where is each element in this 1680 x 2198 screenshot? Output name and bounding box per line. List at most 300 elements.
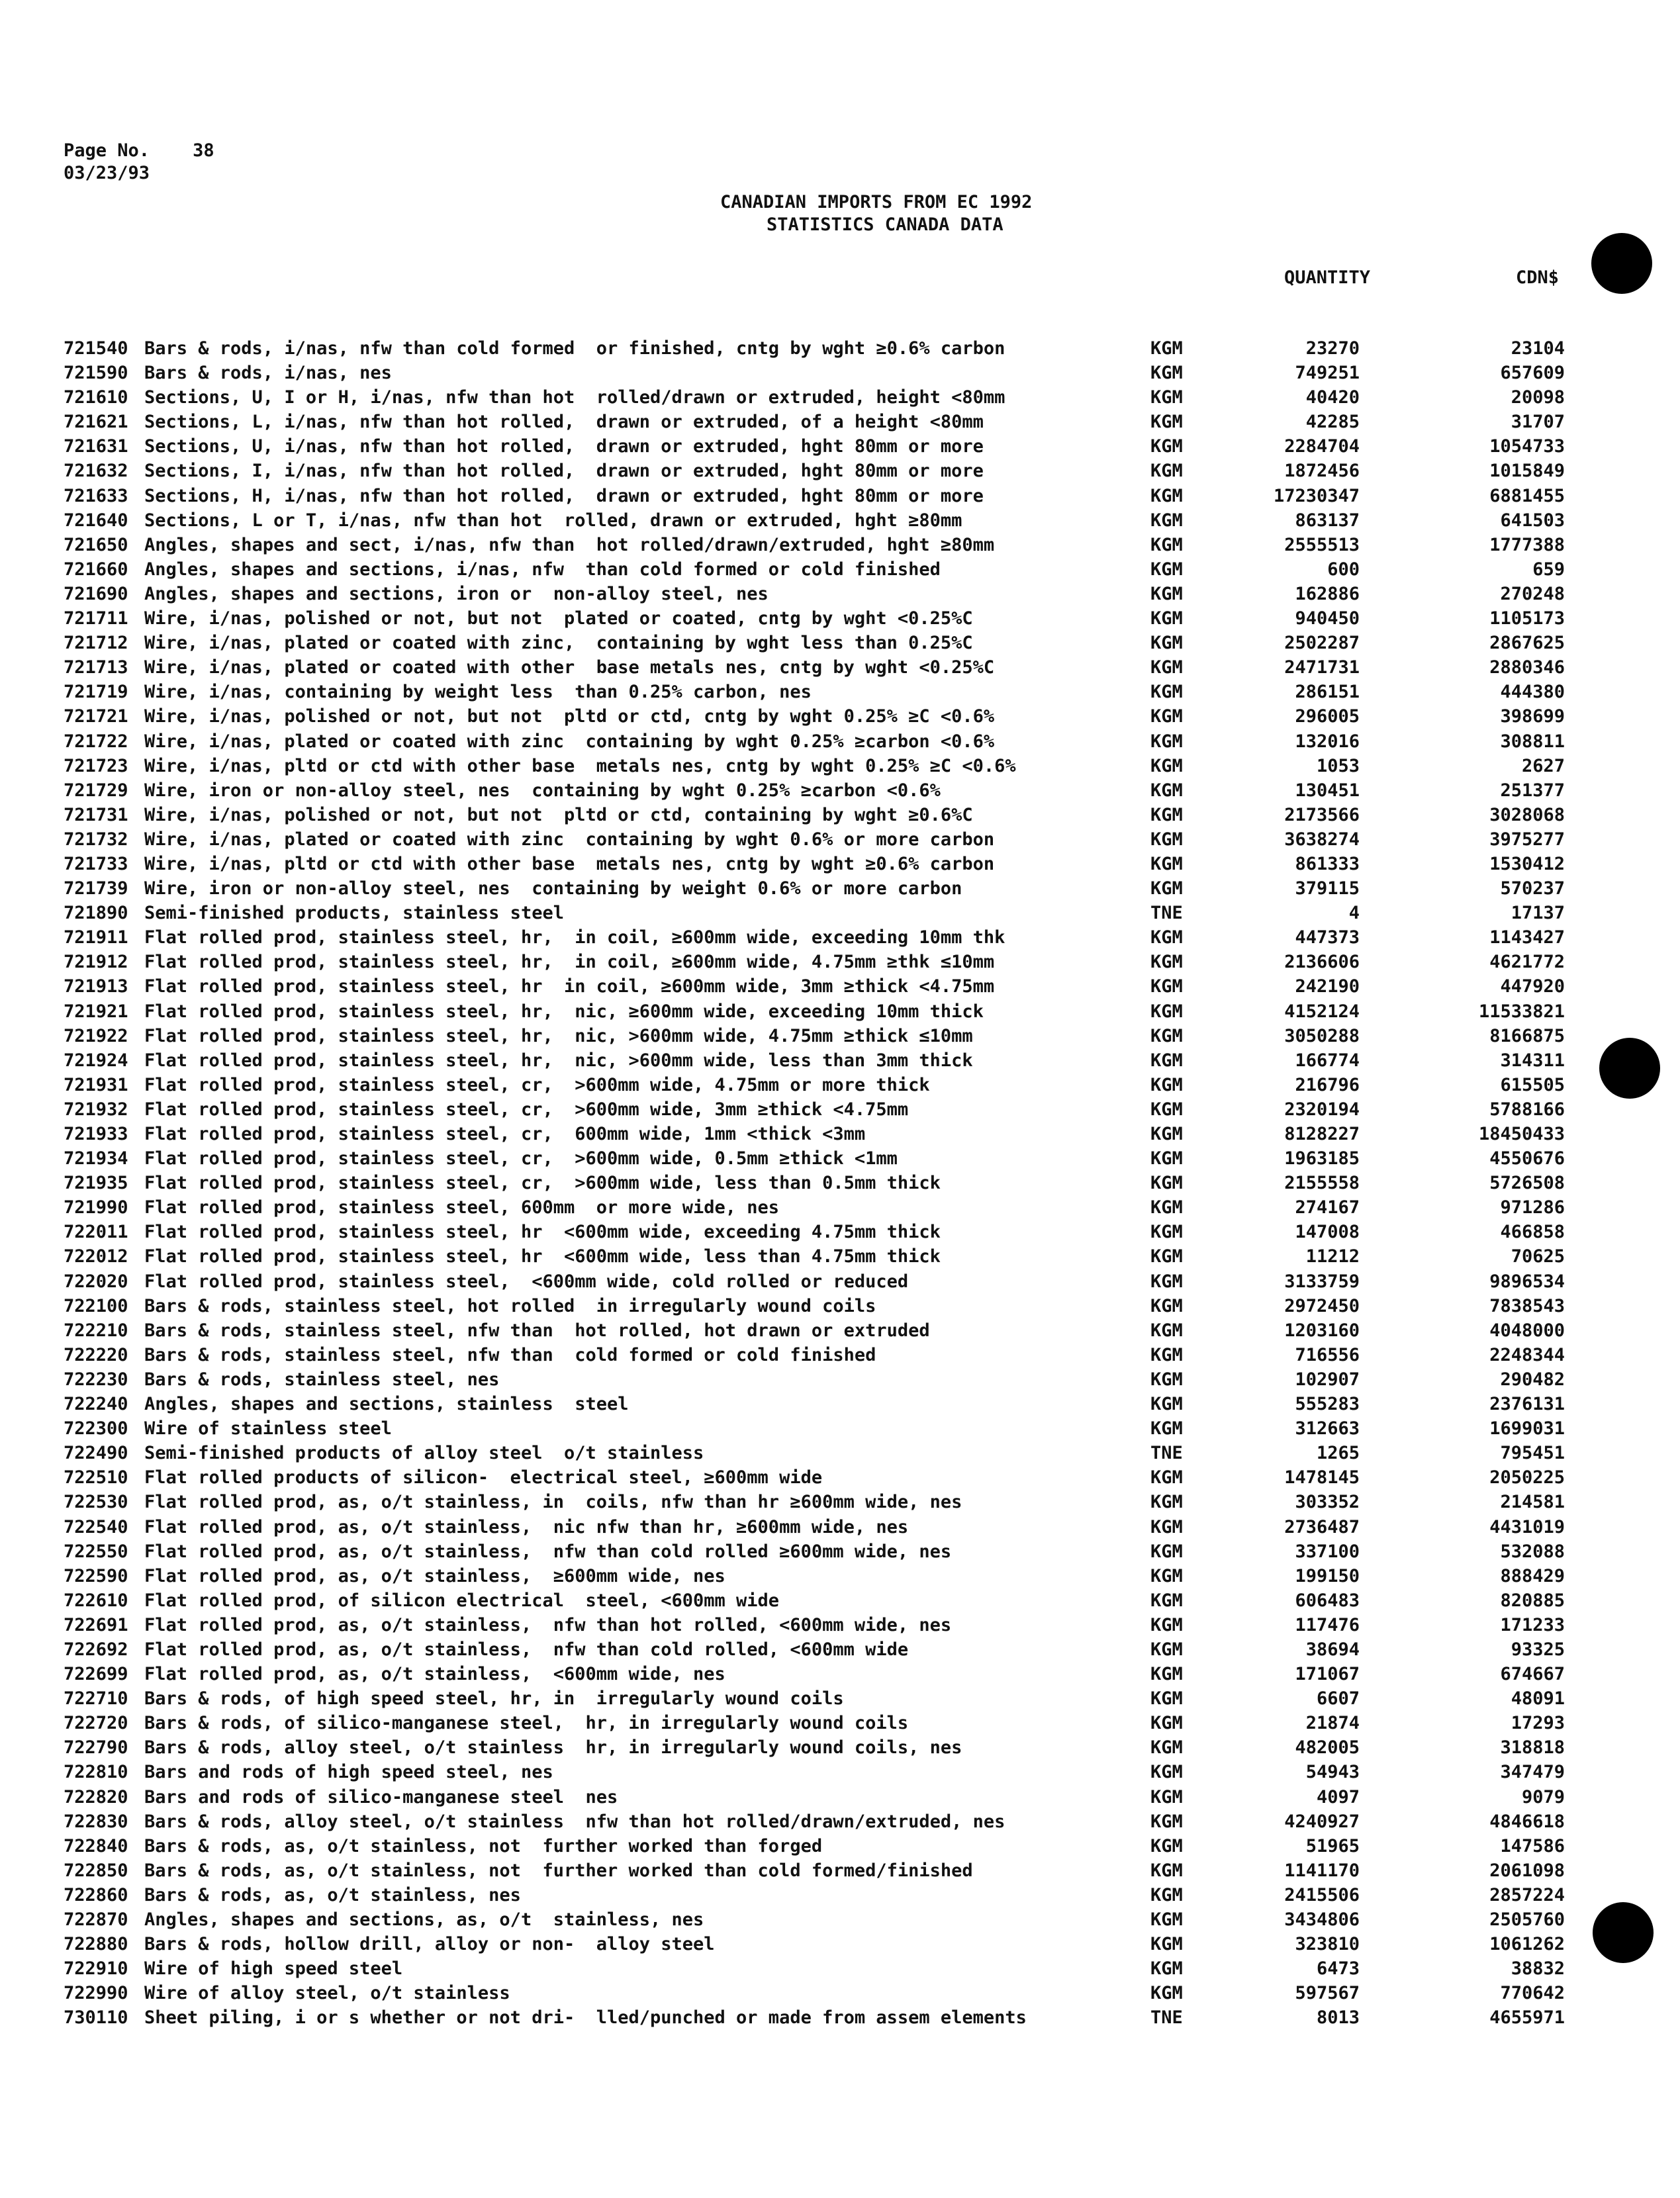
commodity-code: 722880 <box>64 1934 128 1955</box>
commodity-code: 722870 <box>64 1909 128 1930</box>
commodity-code: 722590 <box>64 1565 128 1586</box>
unit-of-measure: KGM <box>1150 1271 1183 1292</box>
cdn-value: 2061098 <box>1489 1860 1565 1881</box>
unit-of-measure: KGM <box>1150 412 1183 433</box>
punch-hole-top <box>1591 233 1652 294</box>
commodity-description: Bars and rods of silico-manganese steel nes <box>144 1786 618 1808</box>
cdn-value: 6881455 <box>1489 485 1565 506</box>
table-row <box>0 1294 1680 1318</box>
table-row <box>0 1907 1680 1932</box>
commodity-code: 722710 <box>64 1688 128 1710</box>
commodity-description: Wire of alloy steel, o/t stainless <box>144 1983 510 2004</box>
cdn-value: 4846618 <box>1489 1811 1565 1832</box>
commodity-description: Flat rolled prod, as, o/t stainless, ≥600mm wide, nes <box>144 1565 725 1586</box>
commodity-code: 721640 <box>64 510 128 531</box>
unit-of-measure: KGM <box>1150 608 1183 629</box>
cdn-value: 23104 <box>1511 338 1565 359</box>
table-row <box>0 974 1680 999</box>
table-row <box>0 1711 1680 1735</box>
quantity-value: 296005 <box>1295 706 1360 727</box>
quantity-value: 863137 <box>1295 510 1360 531</box>
unit-of-measure: KGM <box>1150 338 1183 359</box>
commodity-code: 722610 <box>64 1590 128 1611</box>
quantity-value: 102907 <box>1295 1369 1360 1390</box>
commodity-description: Flat rolled prod, stainless steel, hr <600mm wide, exceeding 4.75mm thick <box>144 1222 941 1243</box>
commodity-description: Sections, L, i/nas, nfw than hot rolled, drawn or extruded, of a height <80mm <box>144 412 984 433</box>
quantity-value: 8128227 <box>1284 1124 1360 1144</box>
cdn-value: 466858 <box>1500 1222 1565 1243</box>
report-title: CANADIAN IMPORTS FROM EC 1992 <box>720 192 1033 212</box>
table-row <box>0 925 1680 950</box>
commodity-description: Flat rolled prod, stainless steel, cr, 600mm wide, 1mm <thick <3mm <box>144 1124 866 1144</box>
quantity-value: 1963185 <box>1284 1148 1360 1169</box>
quantity-value: 555283 <box>1295 1394 1360 1415</box>
commodity-description: Sections, I, i/nas, nfw than hot rolled, drawn or extruded, hght 80mm or more <box>144 461 984 482</box>
quantity-value: 2173566 <box>1284 804 1360 825</box>
quantity-value: 749251 <box>1295 363 1360 384</box>
cdn-value: 290482 <box>1500 1369 1565 1390</box>
cdn-value: 18450433 <box>1478 1124 1565 1144</box>
commodity-description: Wire, i/nas, containing by weight less than 0.25% carbon, nes <box>144 682 812 703</box>
cdn-value: 4655971 <box>1489 2007 1565 2029</box>
unit-of-measure: KGM <box>1150 1565 1183 1586</box>
commodity-code: 722990 <box>64 1983 128 2004</box>
unit-of-measure: TNE <box>1150 1443 1183 1464</box>
quantity-value: 4097 <box>1316 1786 1360 1808</box>
cdn-value: 641503 <box>1500 510 1565 531</box>
quantity-value: 17230347 <box>1273 485 1360 506</box>
cdn-value: 398699 <box>1500 706 1565 727</box>
unit-of-measure: KGM <box>1150 878 1183 899</box>
cdn-value: 3975277 <box>1489 829 1565 850</box>
quantity-value: 2972450 <box>1284 1295 1360 1316</box>
commodity-code: 722910 <box>64 1958 128 1980</box>
table-row <box>0 1956 1680 1981</box>
unit-of-measure: KGM <box>1150 1909 1183 1930</box>
quantity-value: 1478145 <box>1284 1467 1360 1488</box>
unit-of-measure: KGM <box>1150 1786 1183 1808</box>
table-row <box>0 680 1680 704</box>
commodity-code: 721690 <box>64 583 128 604</box>
cdn-value: 38832 <box>1511 1958 1565 1980</box>
commodity-description: Angles, shapes and sections, iron or non-alloy steel, nes <box>144 583 769 604</box>
table-row <box>0 484 1680 508</box>
table-row <box>0 1146 1680 1171</box>
commodity-description: Semi-finished products, stainless steel <box>144 903 564 924</box>
unit-of-measure: KGM <box>1150 1467 1183 1488</box>
table-row <box>0 852 1680 876</box>
commodity-description: Flat rolled prod, stainless steel, cr, >600mm wide, 0.5mm ≥thick <1mm <box>144 1148 898 1169</box>
cdn-value: 5788166 <box>1489 1099 1565 1120</box>
commodity-description: Wire, iron or non-alloy steel, nes containing by weight 0.6% or more carbon <box>144 878 962 899</box>
unit-of-measure: KGM <box>1150 952 1183 973</box>
unit-of-measure: KGM <box>1150 510 1183 531</box>
quantity-value: 2320194 <box>1284 1099 1360 1120</box>
commodity-description: Flat rolled prod, as, o/t stainless, nfw than cold rolled, <600mm wide <box>144 1639 909 1660</box>
commodity-code: 721890 <box>64 903 128 924</box>
cdn-value: 1015849 <box>1489 461 1565 482</box>
commodity-description: Flat rolled prod, stainless steel, hr, in coil, ≥600mm wide, 4.75mm ≥thk ≤10mm <box>144 952 995 973</box>
unit-of-measure: KGM <box>1150 1713 1183 1734</box>
commodity-description: Flat rolled prod, stainless steel, cr, >600mm wide, less than 0.5mm thick <box>144 1173 941 1194</box>
cdn-value: 2627 <box>1521 755 1565 776</box>
unit-of-measure: KGM <box>1150 1344 1183 1365</box>
quantity-value: 40420 <box>1305 387 1360 408</box>
commodity-description: Wire of high speed steel <box>144 1958 403 1980</box>
commodity-description: Angles, shapes and sect, i/nas, nfw than hot rolled/drawn/extruded, hght ≥80mm <box>144 534 995 555</box>
commodity-code: 722810 <box>64 1762 128 1783</box>
commodity-code: 721932 <box>64 1099 128 1120</box>
quantity-value: 337100 <box>1295 1541 1360 1562</box>
commodity-code: 722850 <box>64 1860 128 1881</box>
unit-of-measure: TNE <box>1150 2007 1183 2029</box>
cdn-value: 570237 <box>1500 878 1565 899</box>
commodity-code: 722100 <box>64 1295 128 1316</box>
commodity-code: 721912 <box>64 952 128 973</box>
table-row <box>0 582 1680 606</box>
table-row <box>0 827 1680 852</box>
quantity-column-header: QUANTITY <box>1284 267 1371 288</box>
quantity-value: 286151 <box>1295 682 1360 703</box>
table-row <box>0 1122 1680 1146</box>
commodity-code: 721610 <box>64 387 128 408</box>
quantity-value: 51965 <box>1305 1835 1360 1856</box>
commodity-code: 722790 <box>64 1737 128 1759</box>
commodity-description: Flat rolled prod, stainless steel, hr, nic, ≥600mm wide, exceeding 10mm thick <box>144 1001 984 1022</box>
unit-of-measure: KGM <box>1150 1246 1183 1267</box>
commodity-description: Bars & rods, as, o/t stainless, nes <box>144 1884 521 1905</box>
commodity-description: Wire, iron or non-alloy steel, nes containing by wght 0.25% ≥carbon <0.6% <box>144 780 941 801</box>
cdn-value: 5726508 <box>1489 1173 1565 1194</box>
commodity-code: 721990 <box>64 1197 128 1218</box>
unit-of-measure: KGM <box>1150 1320 1183 1341</box>
unit-of-measure: KGM <box>1150 1074 1183 1095</box>
cdn-value: 48091 <box>1511 1688 1565 1710</box>
commodity-description: Flat rolled prod, stainless steel, <600mm wide, cold rolled or reduced <box>144 1271 909 1292</box>
commodity-code: 721931 <box>64 1074 128 1095</box>
cdn-value: 4621772 <box>1489 952 1565 973</box>
commodity-description: Flat rolled prod, as, o/t stainless, nfw than cold rolled ≥600mm wide, nes <box>144 1541 952 1562</box>
cdn-value: 2050225 <box>1489 1467 1565 1488</box>
quantity-value: 162886 <box>1295 583 1360 604</box>
commodity-description: Bars & rods, of silico-manganese steel, hr, in irregularly wound coils <box>144 1713 909 1734</box>
commodity-description: Flat rolled prod, stainless steel, hr in coil, ≥600mm wide, 3mm ≥thick <4.75mm <box>144 976 995 997</box>
table-row <box>0 1392 1680 1416</box>
table-row <box>0 1269 1680 1294</box>
cdn-value: 2857224 <box>1489 1884 1565 1905</box>
commodity-code: 722011 <box>64 1222 128 1243</box>
unit-of-measure: KGM <box>1150 755 1183 776</box>
table-row <box>0 1490 1680 1514</box>
commodity-code: 721713 <box>64 657 128 678</box>
commodity-code: 722230 <box>64 1369 128 1390</box>
table-row <box>0 1318 1680 1343</box>
quantity-value: 3638274 <box>1284 829 1360 850</box>
table-row <box>0 1809 1680 1834</box>
cdn-value: 2880346 <box>1489 657 1565 678</box>
commodity-code: 722530 <box>64 1492 128 1513</box>
quantity-value: 303352 <box>1295 1492 1360 1513</box>
unit-of-measure: KGM <box>1150 1664 1183 1685</box>
commodity-description: Flat rolled prod, as, o/t stainless, in coils, nfw than hr ≥600mm wide, nes <box>144 1492 962 1513</box>
cdn-value: 4550676 <box>1489 1148 1565 1169</box>
quantity-value: 312663 <box>1295 1418 1360 1440</box>
commodity-code: 722692 <box>64 1639 128 1660</box>
commodity-code: 721913 <box>64 976 128 997</box>
table-row <box>0 606 1680 631</box>
cdn-value: 1054733 <box>1489 436 1565 457</box>
commodity-description: Bars & rods, stainless steel, hot rolled in irregularly wound coils <box>144 1295 876 1316</box>
unit-of-measure: KGM <box>1150 1958 1183 1980</box>
commodity-code: 721922 <box>64 1025 128 1046</box>
table-row <box>0 754 1680 778</box>
report-subtitle: STATISTICS CANADA DATA <box>767 214 1003 235</box>
commodity-description: Bars & rods, stainless steel, nfw than hot rolled, hot drawn or extruded <box>144 1320 930 1341</box>
quantity-value: 1203160 <box>1284 1320 1360 1341</box>
unit-of-measure: KGM <box>1150 1492 1183 1513</box>
unit-of-measure: KGM <box>1150 976 1183 997</box>
quantity-value: 242190 <box>1295 976 1360 997</box>
quantity-value: 132016 <box>1295 731 1360 752</box>
page-number: Page No. 38 <box>64 140 214 161</box>
commodity-code: 721721 <box>64 706 128 727</box>
commodity-code: 722550 <box>64 1541 128 1562</box>
commodity-code: 722691 <box>64 1614 128 1635</box>
commodity-code: 721712 <box>64 633 128 654</box>
commodity-code: 721632 <box>64 461 128 482</box>
table-row <box>0 901 1680 925</box>
unit-of-measure: KGM <box>1150 1394 1183 1415</box>
unit-of-measure: KGM <box>1150 1983 1183 2004</box>
unit-of-measure: KGM <box>1150 1614 1183 1635</box>
unit-of-measure: TNE <box>1150 903 1183 924</box>
quantity-value: 1265 <box>1316 1443 1360 1464</box>
unit-of-measure: KGM <box>1150 1099 1183 1120</box>
commodity-description: Flat rolled prod, stainless steel, hr <600mm wide, less than 4.75mm thick <box>144 1246 941 1267</box>
table-row <box>0 410 1680 434</box>
unit-of-measure: KGM <box>1150 927 1183 948</box>
commodity-code: 721711 <box>64 608 128 629</box>
commodity-description: Angles, shapes and sections, as, o/t stainless, nes <box>144 1909 704 1930</box>
cdn-value: 7838543 <box>1489 1295 1565 1316</box>
cdn-value: 9896534 <box>1489 1271 1565 1292</box>
unit-of-measure: KGM <box>1150 1001 1183 1022</box>
cdn-value: 444380 <box>1500 682 1565 703</box>
unit-of-measure: KGM <box>1150 534 1183 555</box>
commodity-description: Semi-finished products of alloy steel o/t stainless <box>144 1443 704 1464</box>
unit-of-measure: KGM <box>1150 1124 1183 1144</box>
quantity-value: 379115 <box>1295 878 1360 899</box>
commodity-description: Wire of stainless steel <box>144 1418 392 1440</box>
commodity-description: Flat rolled prod, stainless steel, hr, nic, >600mm wide, less than 3mm thick <box>144 1050 973 1071</box>
quantity-value: 447373 <box>1295 927 1360 948</box>
cdn-value: 171233 <box>1500 1614 1565 1635</box>
commodity-code: 721631 <box>64 436 128 457</box>
commodity-description: Angles, shapes and sections, stainless steel <box>144 1394 629 1415</box>
quantity-value: 597567 <box>1295 1983 1360 2004</box>
commodity-code: 721935 <box>64 1173 128 1194</box>
commodity-description: Bars & rods, as, o/t stainless, not further worked than forged <box>144 1835 823 1856</box>
quantity-value: 23270 <box>1305 338 1360 359</box>
commodity-code: 722020 <box>64 1271 128 1292</box>
unit-of-measure: KGM <box>1150 387 1183 408</box>
commodity-description: Bars & rods, stainless steel, nfw than cold formed or cold finished <box>144 1344 876 1365</box>
commodity-description: Wire, i/nas, plated or coated with zinc, containing by wght less than 0.25%C <box>144 633 973 654</box>
unit-of-measure: KGM <box>1150 1516 1183 1537</box>
commodity-description: Flat rolled prod, as, o/t stainless, nic nfw than hr, ≥600mm wide, nes <box>144 1516 909 1537</box>
cdn-value: 1143427 <box>1489 927 1565 948</box>
table-row <box>0 557 1680 582</box>
unit-of-measure: KGM <box>1150 1197 1183 1218</box>
commodity-code: 721933 <box>64 1124 128 1144</box>
table-row <box>0 385 1680 410</box>
table-row <box>0 1760 1680 1784</box>
cdn-value: 1105173 <box>1489 608 1565 629</box>
table-row <box>0 729 1680 754</box>
commodity-code: 721660 <box>64 559 128 580</box>
unit-of-measure: KGM <box>1150 1860 1183 1881</box>
cdn-value: 347479 <box>1500 1762 1565 1783</box>
cdn-value: 1530412 <box>1489 853 1565 874</box>
commodity-description: Bars & rods, hollow drill, alloy or non- alloy steel <box>144 1934 715 1955</box>
cdn-value: 820885 <box>1500 1590 1565 1611</box>
quantity-value: 2502287 <box>1284 633 1360 654</box>
quantity-value: 2736487 <box>1284 1516 1360 1537</box>
cdn-value: 1061262 <box>1489 1934 1565 1955</box>
table-row <box>0 1686 1680 1711</box>
unit-of-measure: KGM <box>1150 780 1183 801</box>
cdn-value: 308811 <box>1500 731 1565 752</box>
quantity-value: 117476 <box>1295 1614 1360 1635</box>
report-date: 03/23/93 <box>64 163 150 183</box>
commodity-description: Sheet piling, i or s whether or not dri- lled/punched or made from assem elements <box>144 2007 1027 2029</box>
cdn-value: 888429 <box>1500 1565 1565 1586</box>
commodity-description: Flat rolled prod, of silicon electrical steel, <600mm wide <box>144 1590 780 1611</box>
table-row <box>0 950 1680 974</box>
unit-of-measure: KGM <box>1150 363 1183 384</box>
unit-of-measure: KGM <box>1150 1541 1183 1562</box>
commodity-code: 722210 <box>64 1320 128 1341</box>
commodity-description: Wire, i/nas, plated or coated with zinc containing by wght 0.6% or more carbon <box>144 829 995 850</box>
unit-of-measure: KGM <box>1150 485 1183 506</box>
unit-of-measure: KGM <box>1150 1222 1183 1243</box>
commodity-code: 721650 <box>64 534 128 555</box>
commodity-description: Sections, L or T, i/nas, nfw than hot rolled, drawn or extruded, hght ≥80mm <box>144 510 962 531</box>
table-row <box>0 1883 1680 1907</box>
commodity-code: 721621 <box>64 412 128 433</box>
table-row <box>0 1441 1680 1465</box>
cdn-value: 2376131 <box>1489 1394 1565 1415</box>
cdn-value: 17137 <box>1511 903 1565 924</box>
commodity-description: Bars & rods, of high speed steel, hr, in irregularly wound coils <box>144 1688 844 1710</box>
commodity-description: Flat rolled prod, stainless steel, cr, >600mm wide, 4.75mm or more thick <box>144 1074 930 1095</box>
commodity-code: 721733 <box>64 853 128 874</box>
quantity-value: 3050288 <box>1284 1025 1360 1046</box>
quantity-value: 2555513 <box>1284 534 1360 555</box>
table-row <box>0 1195 1680 1220</box>
commodity-code: 722510 <box>64 1467 128 1488</box>
table-row <box>0 876 1680 901</box>
commodity-description: Bars and rods of high speed steel, nes <box>144 1762 553 1783</box>
cdn-value: 674667 <box>1500 1664 1565 1685</box>
unit-of-measure: KGM <box>1150 731 1183 752</box>
table-row <box>0 1465 1680 1490</box>
table-row <box>0 1834 1680 1858</box>
table-row <box>0 533 1680 557</box>
commodity-description: Wire, i/nas, pltd or ctd with other base metals nes, cntg by wght ≥0.6% carbon <box>144 853 995 874</box>
cdn-value: 93325 <box>1511 1639 1565 1660</box>
commodity-description: Bars & rods, as, o/t stainless, not further worked than cold formed/finished <box>144 1860 973 1881</box>
commodity-code: 721921 <box>64 1001 128 1022</box>
unit-of-measure: KGM <box>1150 1688 1183 1710</box>
cdn-value: 795451 <box>1500 1443 1565 1464</box>
table-row <box>0 1024 1680 1048</box>
unit-of-measure: KGM <box>1150 1639 1183 1660</box>
quantity-value: 1141170 <box>1284 1860 1360 1881</box>
commodity-description: Bars & rods, alloy steel, o/t stainless hr, in irregularly wound coils, nes <box>144 1737 962 1759</box>
commodity-code: 722820 <box>64 1786 128 1808</box>
commodity-description: Bars & rods, stainless steel, nes <box>144 1369 500 1390</box>
quantity-value: 940450 <box>1295 608 1360 629</box>
table-row <box>0 1662 1680 1686</box>
cdn-value: 214581 <box>1500 1492 1565 1513</box>
quantity-value: 2155558 <box>1284 1173 1360 1194</box>
cdn-column-header: CDN$ <box>1516 267 1560 288</box>
unit-of-measure: KGM <box>1150 829 1183 850</box>
commodity-description: Bars & rods, i/nas, nes <box>144 363 392 384</box>
quantity-value: 3133759 <box>1284 1271 1360 1292</box>
table-row <box>0 1073 1680 1097</box>
table-row <box>0 778 1680 803</box>
cdn-value: 1699031 <box>1489 1418 1565 1440</box>
quantity-value: 21874 <box>1305 1713 1360 1734</box>
commodity-description: Wire, i/nas, pltd or ctd with other base metals nes, cntg by wght 0.25% ≥C <0.6% <box>144 755 1016 776</box>
unit-of-measure: KGM <box>1150 706 1183 727</box>
quantity-value: 166774 <box>1295 1050 1360 1071</box>
quantity-value: 6473 <box>1316 1958 1360 1980</box>
cdn-value: 3028068 <box>1489 804 1565 825</box>
table-row <box>0 1416 1680 1441</box>
commodity-code: 722540 <box>64 1516 128 1537</box>
unit-of-measure: KGM <box>1150 1884 1183 1905</box>
commodity-description: Wire, i/nas, plated or coated with other base metals nes, cntg by wght <0.25%C <box>144 657 995 678</box>
table-row <box>0 704 1680 729</box>
unit-of-measure: KGM <box>1150 1590 1183 1611</box>
import-table <box>0 336 1680 2030</box>
commodity-description: Bars & rods, alloy steel, o/t stainless nfw than hot rolled/drawn/extruded, nes <box>144 1811 1005 1832</box>
quantity-value: 171067 <box>1295 1664 1360 1685</box>
quantity-value: 323810 <box>1295 1934 1360 1955</box>
quantity-value: 1053 <box>1316 755 1360 776</box>
table-row <box>0 1220 1680 1244</box>
unit-of-measure: KGM <box>1150 1737 1183 1759</box>
table-row <box>0 1564 1680 1588</box>
unit-of-measure: KGM <box>1150 1369 1183 1390</box>
commodity-code: 721729 <box>64 780 128 801</box>
quantity-value: 4240927 <box>1284 1811 1360 1832</box>
table-row <box>0 1785 1680 1809</box>
table-row <box>0 803 1680 827</box>
commodity-code: 721633 <box>64 485 128 506</box>
table-row <box>0 1981 1680 2005</box>
unit-of-measure: KGM <box>1150 1762 1183 1783</box>
commodity-code: 721540 <box>64 338 128 359</box>
cdn-value: 251377 <box>1500 780 1565 801</box>
commodity-code: 721723 <box>64 755 128 776</box>
quantity-value: 2284704 <box>1284 436 1360 457</box>
table-row <box>0 1515 1680 1539</box>
commodity-code: 721911 <box>64 927 128 948</box>
